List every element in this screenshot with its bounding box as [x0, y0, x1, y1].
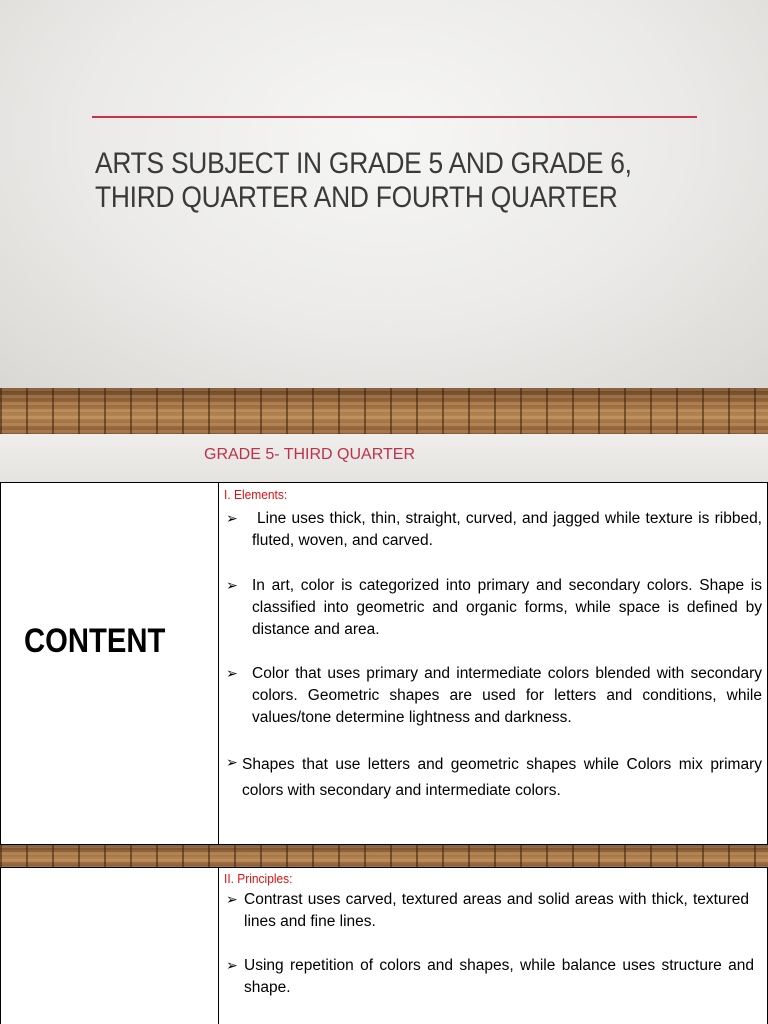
bullet-text: Color that uses primary and intermediate colors blended with secondary colors. Geometric shapes are used for letters and conditions, while values/tone determine lightness and darkness.: [252, 665, 762, 726]
principles-bullet-1: [244, 889, 749, 933]
content-bullet-3: [252, 663, 762, 729]
bullet-arrow-icon: ➢: [226, 957, 238, 973]
wood-floor-divider: [0, 388, 768, 434]
principles-label-cell: [0, 867, 218, 1024]
principles-label: II. Principles:: [224, 871, 293, 886]
wood-floor-divider: [0, 845, 768, 867]
accent-rule: [92, 116, 697, 118]
bullet-arrow-icon: ➢: [226, 754, 238, 770]
elements-label: I. Elements:: [224, 487, 288, 502]
bullet-text: Line uses thick, thin, straight, curved, and jagged while texture is ribbed, fluted, woven, and carved.: [252, 510, 762, 549]
content-bullet-4: [242, 752, 762, 804]
bullet-arrow-icon: ➢: [226, 577, 238, 593]
slide-title: [95, 147, 658, 215]
title-line-2: THIRD QUARTER AND FOURTH QUARTER: [95, 181, 618, 214]
principles-bullet-2: [244, 955, 754, 999]
bullet-text: Shapes that use letters and geometric shapes while Colors mix primary colors with secondary and intermediate colors.: [242, 756, 762, 799]
content-bullet-1: [252, 508, 762, 552]
content-bullet-2: [252, 575, 762, 641]
title-slide: [0, 0, 768, 388]
bullet-text: In art, color is categorized into primary and secondary colors. Shape is classified into geometric and organic forms, while space is defined by distance and area.: [252, 577, 762, 638]
bullet-text: Contrast uses carved, textured areas and solid areas with thick, textured lines and fine lines.: [244, 891, 749, 930]
bullet-arrow-icon: ➢: [226, 891, 238, 907]
bullet-text: Using repetition of colors and shapes, while balance uses structure and shape.: [244, 957, 754, 996]
content-label-cell: [0, 482, 218, 845]
title-line-1: ARTS SUBJECT IN GRADE 5 AND GRADE 6,: [95, 147, 632, 180]
grade-heading: GRADE 5- THIRD QUARTER: [204, 446, 415, 463]
bullet-arrow-icon: ➢: [226, 510, 238, 526]
content-label: CONTENT: [24, 622, 166, 660]
bullet-arrow-icon: ➢: [226, 665, 238, 681]
